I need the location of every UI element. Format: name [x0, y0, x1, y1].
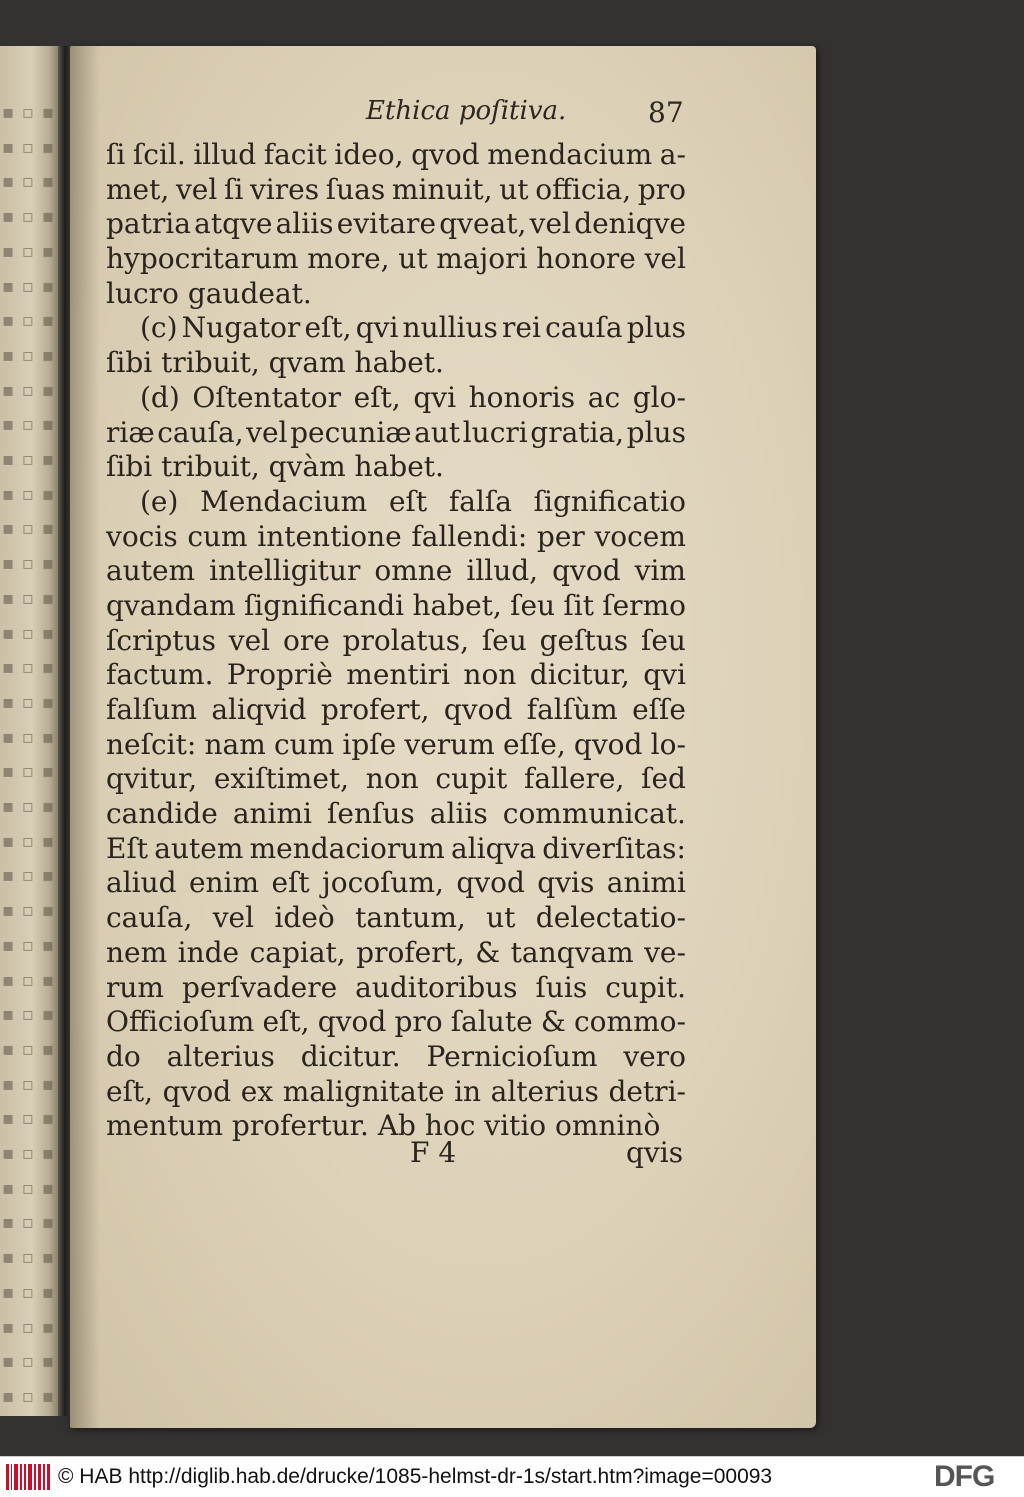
text-line: (e) Mendacium eſt falſa ſignificatio	[140, 484, 686, 518]
text-line: ſi ſcil. illud facit ideo, qvod mendacium a-	[106, 138, 686, 171]
text-line: rum perſvadere auditoribus ſuis cupit.	[106, 970, 686, 1004]
text-line: ſibi tribuit, qvàm habet.	[106, 450, 444, 484]
text-line: (d) Oſtentator eſt, qvi honoris ac glo-	[140, 380, 686, 414]
page-header	[70, 96, 816, 136]
text-line: hypocritarum more, ut majori honore vel	[106, 242, 686, 276]
text-line: ſibi tribuit, qvam habet.	[106, 346, 444, 380]
copyright-link[interactable]: © HAB http://diglib.hab.de/drucke/1085-helmst-dr-1s/start.htm?image=00093	[58, 1465, 773, 1488]
signature-mark: F 4	[410, 1136, 457, 1169]
text-line: Eſt autem mendaciorum aliqva diverſitas:	[106, 831, 686, 865]
text-line: qvandam ſignificandi habet, ſeu ſit ſermo	[106, 588, 686, 622]
facing-page-edge: ▪ ▫ ▪ ▪ ▫ ▪ ▪ ▫ ▪ ▪ ▫ ▪ ▪ ▫ ▪ ▪ ▫ ▪ ▪ ▫ ▪ ▪ ▫ ▪ ▪ ▫ ▪ ▪ ▫ ▪ ▪ ▫ ▪ ▪ ▫ ▪ ▪ ▫ ▪ ▪ ▫ ▪ ▪ ▫ ▪ ▪ ▫ ▪ ▪ ▫ ▪ ▪ ▫ ▪ ▪ ▫ ▪ ▪ ▫ ▪ ▪ ▫ ▪ ▪ ▫ ▪ ▪ ▫ ▪ ▪ ▫ ▪ ▪ ▫ ▪ ▪ ▫ ▪ ▪ ▫ ▪ ▪ ▫ ▪ ▪ ▫ ▪ ▪ ▫ ▪ ▪ ▫ ▪ ▪ ▫ ▪ ▪ ▫ ▪ ▪ ▫ ▪ ▪ ▫ ▪ ▪ ▫ ▪ ▪ ▫ ▪ ▪ ▫ ▪	[0, 46, 58, 1416]
text-line: falſum aliqvid profert, qvod falſùm eſſe	[106, 693, 686, 726]
text-line: eſt, qvod ex malignitate in alterius detri-	[106, 1074, 686, 1108]
running-title: Ethica poſitiva.	[366, 96, 567, 126]
dfg-logo: DFG	[934, 1460, 995, 1493]
page-footer	[70, 1136, 816, 1176]
text-line: mentum profertur. Ab hoc vitio omninò	[106, 1109, 661, 1143]
text-line: ſcriptus vel ore prolatus, ſeu geſtus ſeu	[106, 623, 686, 657]
text-line: aliud enim eſt jocoſum, qvod qvis animi	[106, 866, 686, 900]
text-line: riæ cauſa, vel pecuniæ aut lucri gratia, plus	[106, 415, 686, 449]
text-line: nem inde capiat, profert, & tanqvam ve-	[106, 935, 686, 969]
text-line: neſcit: nam cum ipſe verum eſſe, qvod lo-	[106, 727, 686, 761]
text-line: autem intelligitur omne illud, qvod vim	[106, 554, 686, 588]
body-text	[106, 138, 686, 1144]
text-line: candide animi ſenſus aliis communicat.	[106, 797, 686, 831]
page-shadow	[70, 46, 100, 1428]
catchword: qvis	[626, 1136, 684, 1169]
text-line: lucro gaudeat.	[106, 276, 312, 310]
text-line: cauſa, vel ideò tantum, ut delectatio-	[106, 901, 686, 935]
viewer-footer-bar	[0, 1456, 1024, 1497]
text-line: qvitur, exiſtimet, non cupit fallere, ſed	[106, 762, 686, 796]
text-line: do alterius dicitur. Pernicioſum vero	[106, 1039, 686, 1073]
text-line: Officioſum eſt, qvod pro ſalute & commo-	[106, 1005, 686, 1039]
text-line: factum. Propriè mentiri non dicitur, qvi	[106, 658, 686, 692]
hab-barcode-icon	[6, 1464, 50, 1490]
text-line: vocis cum intentione fallendi: per vocem	[106, 519, 686, 553]
text-line: met, vel ſi vires ſuas minuit, ut officia, pro	[106, 172, 686, 206]
text-line: patria atqve aliis evitare qveat, vel deniqve	[106, 207, 686, 241]
text-line: (c) Nugator eſt, qvi nullius rei cauſa plus	[140, 311, 686, 345]
page-number: 87	[648, 96, 684, 129]
